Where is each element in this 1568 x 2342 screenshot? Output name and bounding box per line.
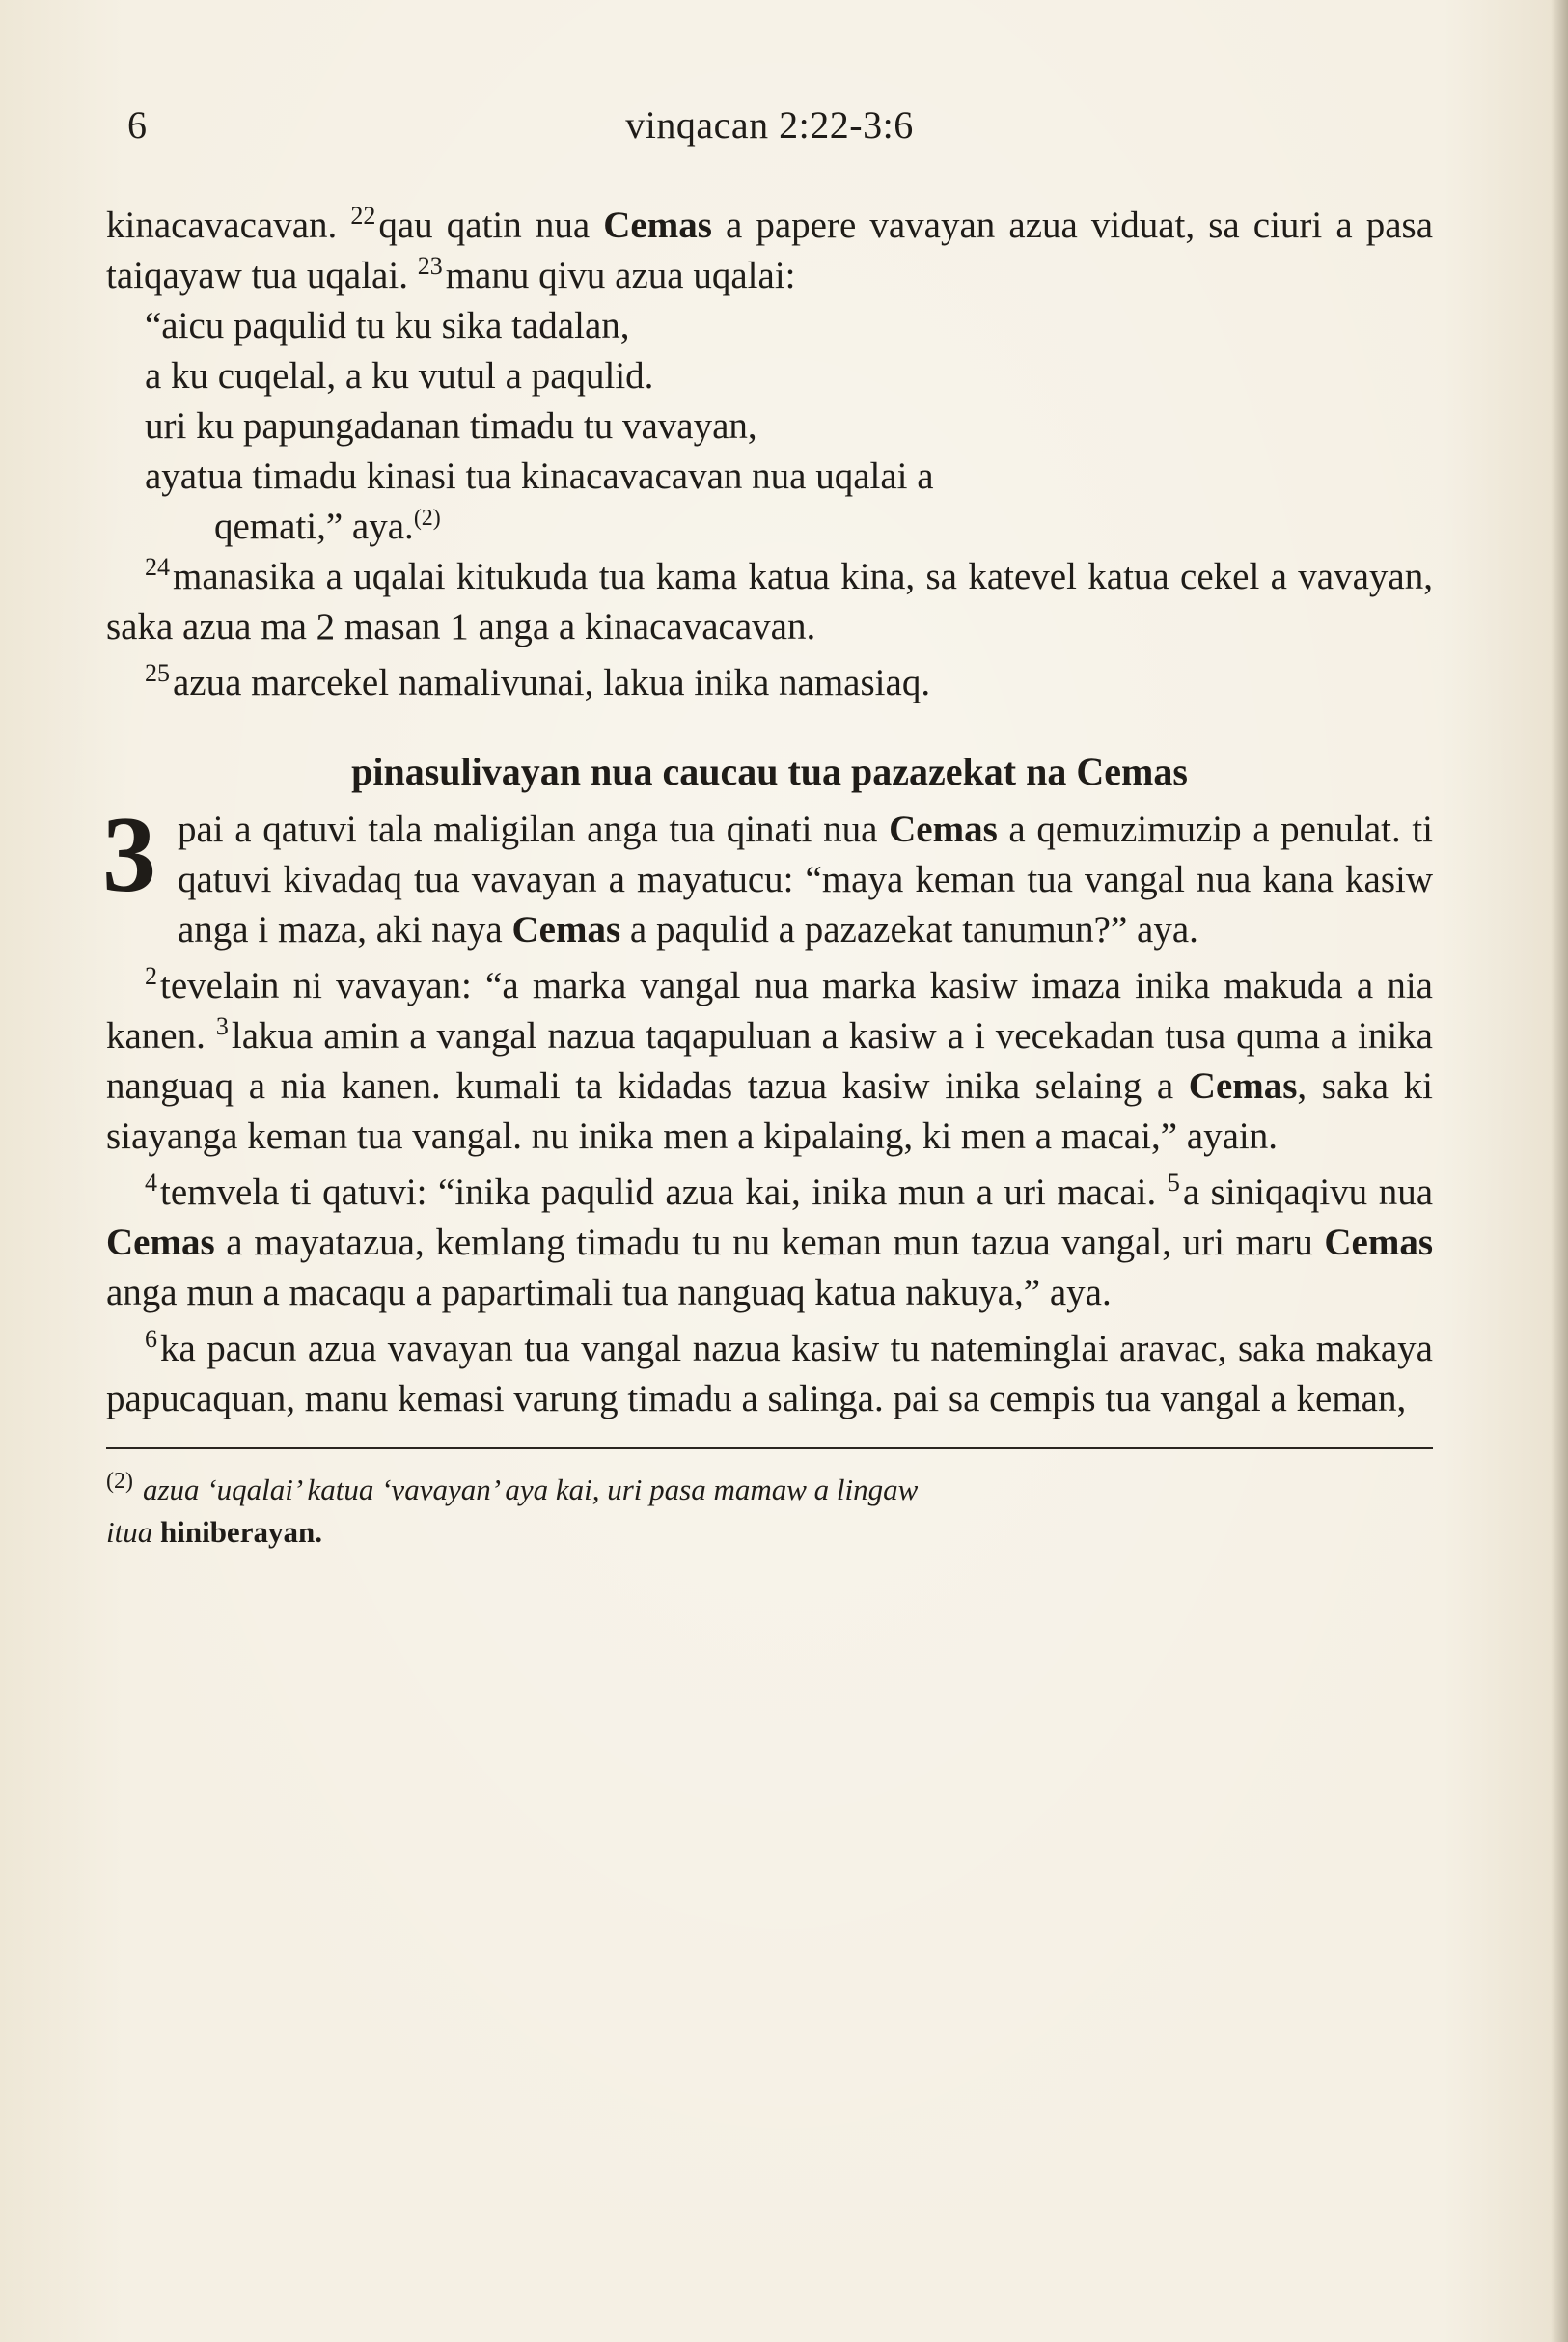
paragraph-2-24 — [106, 552, 1433, 652]
section-heading: pinasulivayan nua caucau tua pazazekat na Cemas — [351, 750, 1188, 793]
footnote-text: itua — [106, 1514, 153, 1549]
text-run: a siniqaqivu nua — [1182, 1171, 1434, 1213]
footnote-marker: (2) — [106, 1469, 133, 1495]
text-run: kinacavacavan. — [106, 205, 338, 246]
divine-name: Cemas — [603, 205, 712, 246]
text-run: pai a qatuvi tala maligilan anga tua qinati nua — [178, 809, 878, 850]
verse-number-6: 6 — [145, 1325, 157, 1353]
poetry-block — [106, 301, 1433, 552]
page-header — [106, 96, 1433, 154]
text-run: lakua amin a vangal nazua taqapuluan a kasiw a i vecekadan tusa quma a inika nanguaq a nia kanen. kumali ta kidadas tazua kasiw inika selaing a — [106, 1015, 1433, 1107]
poetry-line: “aicu paqulid tu ku sika tadalan, — [145, 305, 630, 346]
text-run: azua marcekel namalivunai, lakua inika namasiaq. — [173, 662, 931, 703]
text-run: tevelain ni vavayan: “a marka vangal nua marka kasiw imaza inika makuda a nia kanen. — [106, 965, 1433, 1057]
footnote-reference[interactable]: (2) — [413, 506, 441, 531]
poetry-line: uri ku papungadanan timadu tu vavayan, — [145, 405, 757, 447]
paragraph-3-6 — [106, 1324, 1433, 1424]
divine-name: Cemas — [511, 909, 621, 951]
poetry-line — [145, 502, 1433, 552]
verse-number-3: 3 — [215, 1012, 229, 1040]
page-number: 6 — [127, 103, 147, 147]
chapter-number: 3 — [102, 795, 156, 915]
verse-number-5: 5 — [1167, 1169, 1180, 1197]
text-run: a mayatazua, kemlang timadu tu nu keman mun tazua vangal, uri maru — [226, 1222, 1313, 1263]
text-run: a qemuzimuzip a penulat. ti qatuvi kivadaq tua vavayan a mayatucu: “maya keman tua vangal nua kana kasiw anga i maza, aki naya — [178, 809, 1434, 951]
verse-number-24: 24 — [145, 553, 170, 581]
footnote — [106, 1469, 1433, 1554]
page-edge-shadow — [1551, 0, 1568, 2342]
paragraph-3-2-3 — [106, 961, 1433, 1162]
paragraph-2-25 — [106, 658, 1433, 708]
footnote-text: azua ‘uqalai’ katua ‘vavayan’ aya kai, uri pasa mamaw a lingaw — [142, 1472, 919, 1506]
verse-number-22: 22 — [350, 202, 376, 230]
chapter-3 — [102, 795, 1434, 1424]
text-run: temvela ti qatuvi: “inika paqulid azua kai, inika mun a uri macai. — [160, 1171, 1157, 1213]
text-run: anga mun a macaqu a papartimali tua nanguaq katua nakuya,” aya. — [106, 1272, 1112, 1313]
body-text — [102, 201, 1434, 1554]
footnote-text-bold: hiniberayan. — [159, 1514, 322, 1549]
verse-number-4: 4 — [145, 1169, 157, 1197]
verse-number-25: 25 — [145, 659, 170, 687]
text-run: a paqulid a pazazekat tanumun?” aya. — [629, 909, 1198, 951]
paragraph-2-21-23 — [106, 201, 1433, 301]
text-run: manasika a uqalai kitukuda tua kama katua kina, sa katevel katua cekel a vavayan, saka azua ma 2 masan 1 anga a kinacavacavan. — [106, 556, 1433, 647]
divine-name: Cemas — [889, 809, 998, 850]
paragraph-3-1 — [102, 795, 1434, 955]
verse-number-2: 2 — [145, 962, 157, 990]
text-run: qau qatin nua — [378, 205, 591, 246]
running-head: vinqacan 2:22-3:6 — [625, 103, 914, 147]
text-run: qemati,” aya. — [214, 506, 414, 547]
verse-number-23: 23 — [417, 252, 443, 280]
text-run: a papere vavayan azua viduat, sa ciuri a pasa taiqayaw tua uqalai. — [106, 205, 1434, 296]
poetry-line: a ku cuqelal, a ku vutul a paqulid. — [145, 355, 654, 397]
poetry-line: ayatua timadu kinasi tua kinacavacavan nua uqalai a — [145, 455, 934, 497]
text-run: ka pacun azua vavayan tua vangal nazua kasiw tu nateminglai aravac, saka makaya papucaquan, manu kemasi varung timadu a salinga. pai sa cempis tua vangal a keman, — [106, 1328, 1433, 1419]
text-run: manu qivu azua uqalai: — [445, 255, 796, 296]
divine-name: Cemas — [1324, 1222, 1433, 1263]
footnote-divider — [106, 1447, 1433, 1449]
divine-name: Cemas — [106, 1222, 215, 1263]
text-run: , saka ki siayanga keman tua vangal. nu inika men a kipalaing, ki men a macai,” ayain. — [106, 1065, 1434, 1157]
divine-name: Cemas — [1188, 1065, 1298, 1107]
paragraph-3-4-5 — [106, 1168, 1433, 1318]
